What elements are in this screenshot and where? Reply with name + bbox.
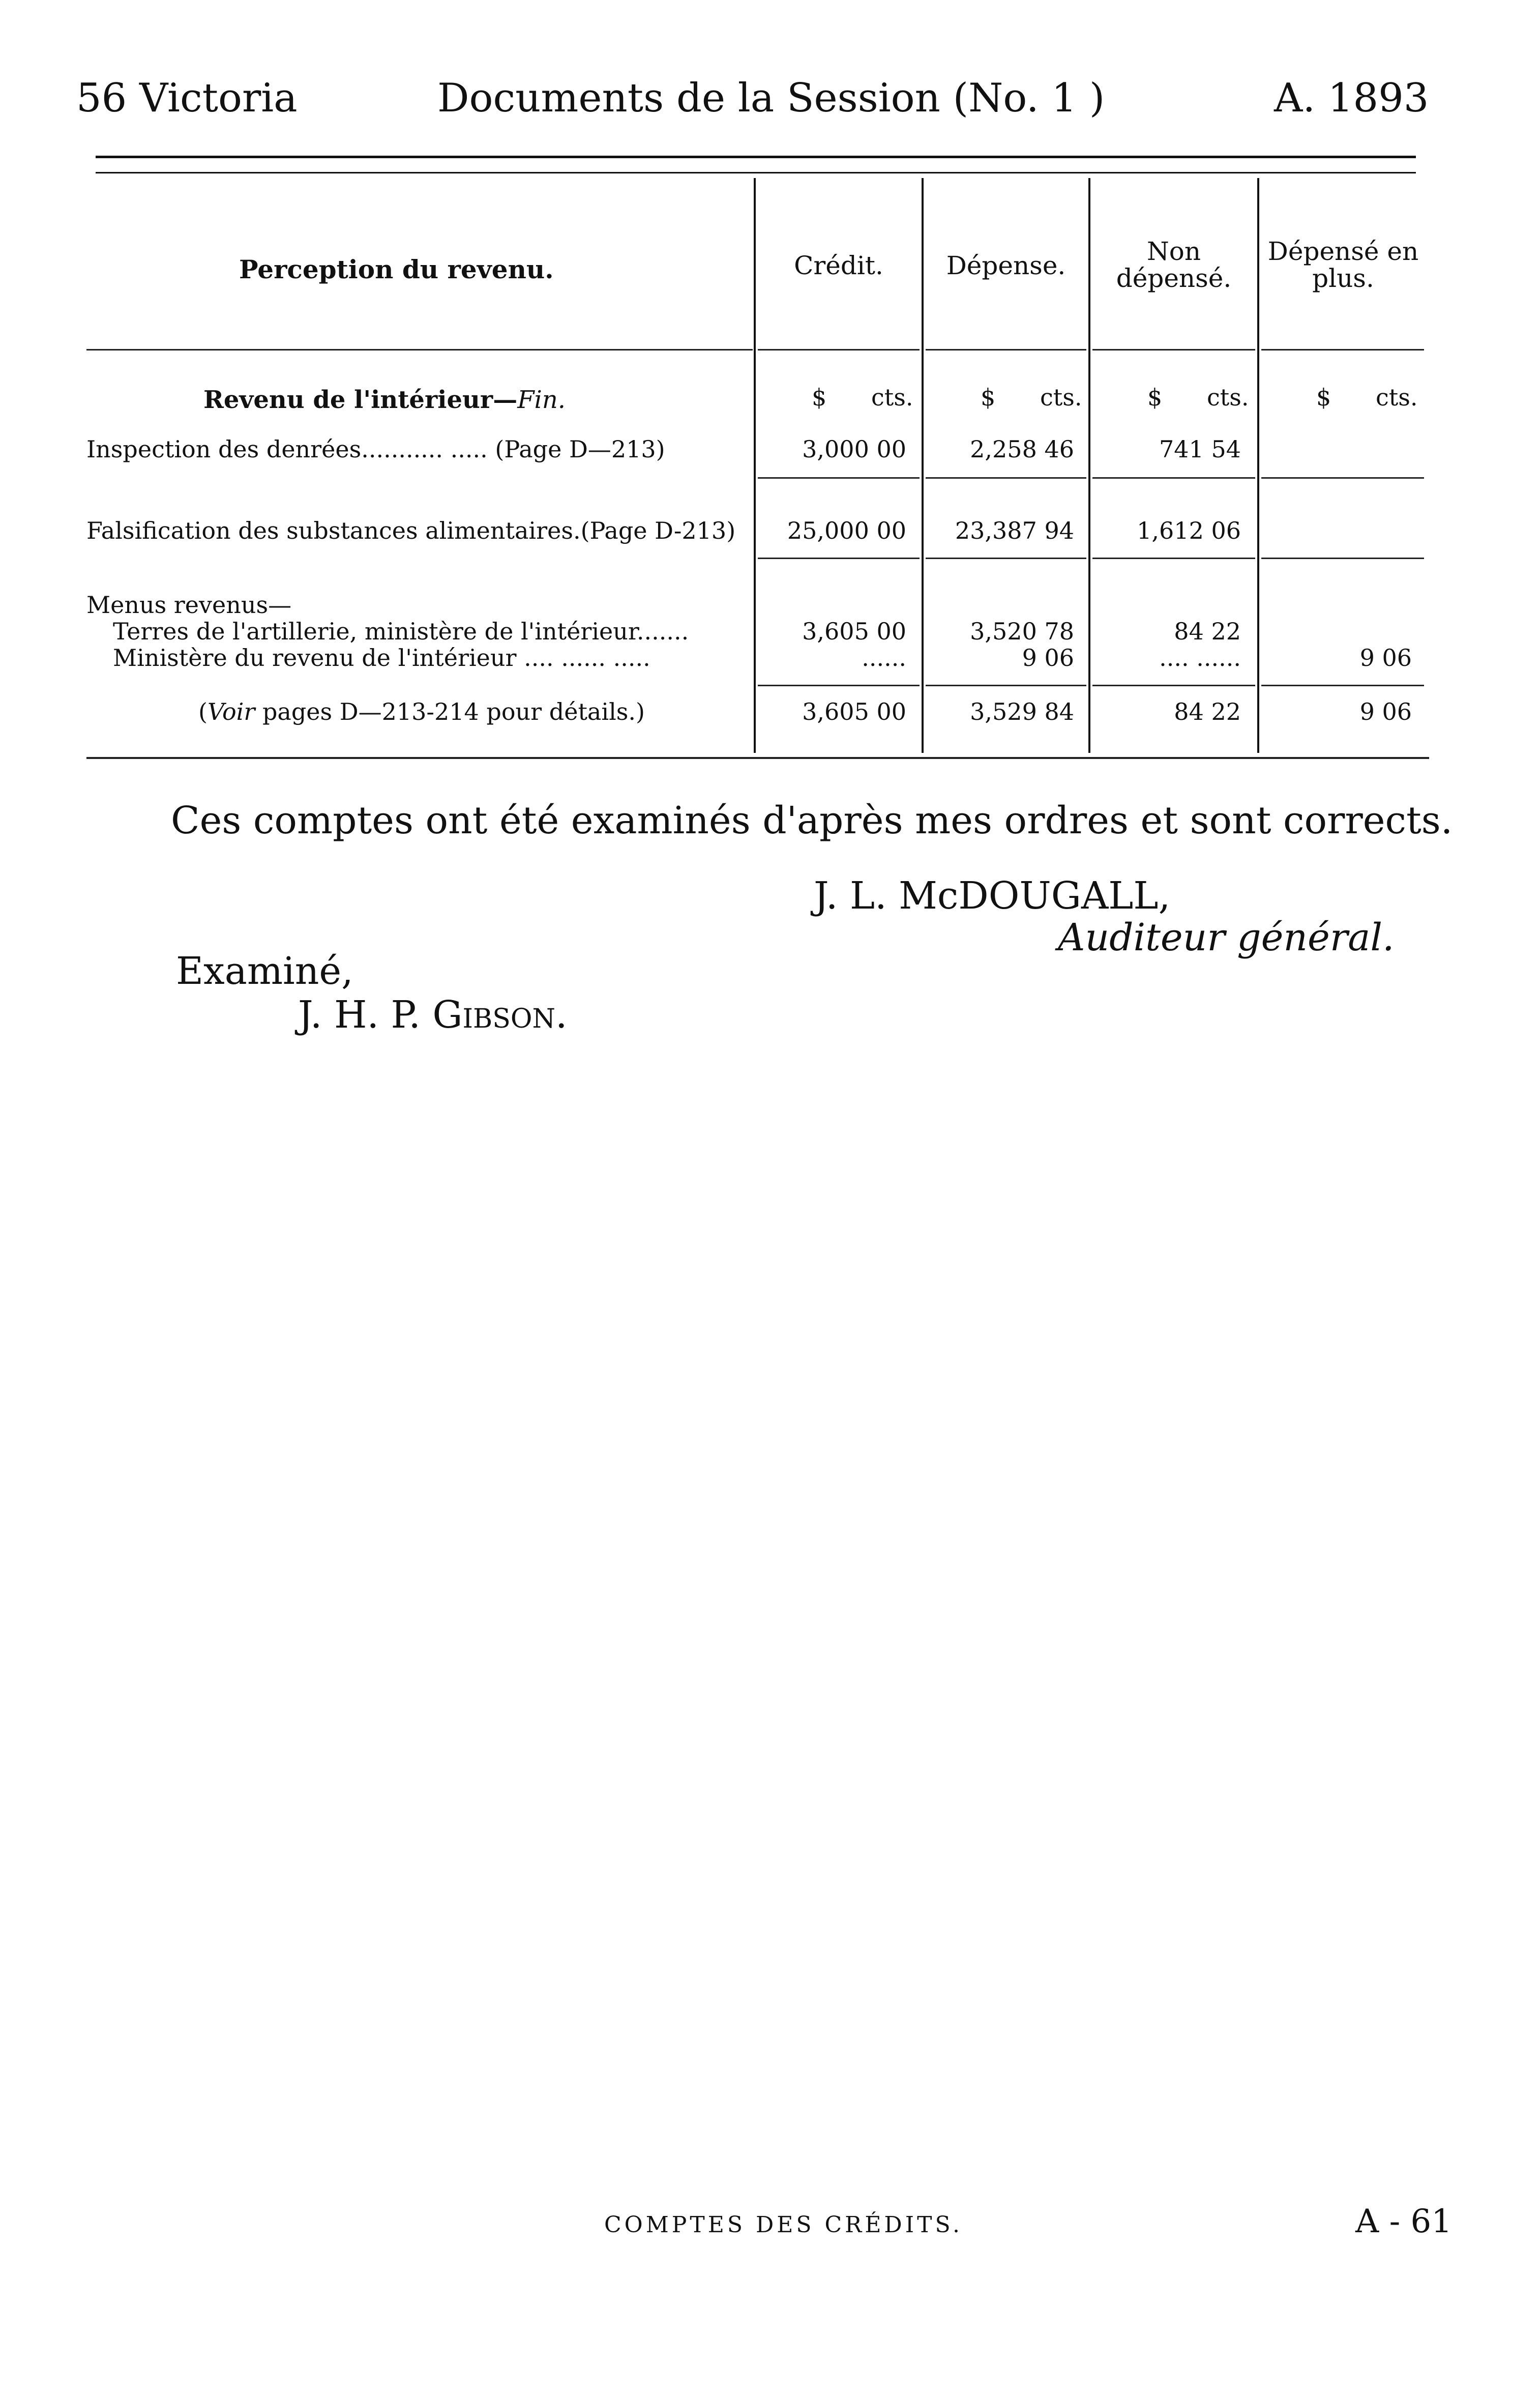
column-header-depense-plus-line2: plus.: [1312, 263, 1374, 293]
header-volume: 56 Victoria: [76, 75, 298, 121]
total-plus: 9 06: [1359, 698, 1412, 725]
row-rule: [1261, 477, 1424, 479]
certification-statement: Ces comptes ont été examinés d'après mes ordres et sont corrects.: [171, 799, 1453, 842]
row-rule: [926, 477, 1086, 479]
menus-item-label: Terres de l'artillerie, ministère de l'intérieur.......: [113, 618, 689, 645]
row-label: Inspection des denrées........... ..... (Page D—213): [86, 435, 665, 463]
unit-label-plus: $ cts.: [1316, 384, 1418, 411]
column-header-depense-plus-line1: Dépensé en: [1267, 237, 1419, 266]
menus-item-non-depense: 84 22: [1174, 618, 1241, 645]
unit-label-depense: $ cts.: [981, 384, 1082, 411]
column-header-credit: Crédit.: [794, 251, 883, 280]
row-credit: 3,000 00: [802, 435, 906, 463]
subtotal-rule: [926, 685, 1086, 686]
total-note-text: pages D—213-214 pour détails.): [255, 698, 645, 725]
menus-item-non-depense: .... ......: [1159, 644, 1241, 672]
row-credit: 25,000 00: [787, 517, 906, 544]
section-title-suffix: Fin.: [517, 386, 566, 414]
section-title: [203, 386, 566, 414]
total-credit: 3,605 00: [802, 698, 906, 725]
subtotal-rule: [1092, 685, 1255, 686]
column-header-non-depense: [1090, 238, 1257, 291]
table-rule: [926, 349, 1086, 351]
row-rule: [1092, 477, 1255, 479]
menus-item-plus: 9 06: [1359, 644, 1412, 672]
column-header-description: Perception du revenu.: [239, 254, 554, 284]
header-rule-bottom: [96, 172, 1416, 173]
total-depense: 3,529 84: [970, 698, 1074, 725]
column-header-depense: Dépense.: [946, 251, 1066, 280]
row-rule: [758, 558, 920, 559]
row-label: Falsification des substances alimentaires.(Page D-213): [86, 517, 736, 544]
table-rule: [1092, 349, 1255, 351]
total-note-open: (: [198, 698, 208, 725]
table-rule: [758, 349, 920, 351]
row-rule: [1092, 558, 1255, 559]
row-non-depense: 741 54: [1159, 435, 1241, 463]
auditor-title: Auditeur général.: [1058, 916, 1395, 959]
row-depense: 23,387 94: [955, 517, 1074, 544]
subtotal-rule: [1261, 685, 1424, 686]
menus-item-depense: 3,520 78: [970, 618, 1074, 645]
table-rule: [86, 349, 753, 351]
table-bottom-rule: [86, 757, 1429, 759]
row-rule: [758, 477, 920, 479]
menus-item-credit: 3,605 00: [802, 618, 906, 645]
header-title: Documents de la Session (No. 1 ): [437, 75, 1105, 121]
row-non-depense: 1,612 06: [1137, 517, 1241, 544]
column-header-non-depense-line2: dépensé.: [1116, 263, 1232, 293]
row-depense: 2,258 46: [970, 435, 1074, 463]
unit-label-non-depense: $ cts.: [1147, 384, 1249, 411]
total-note: [198, 698, 645, 725]
header-rule-top: [96, 156, 1416, 158]
auditor-name: J. L. McDOUGALL,: [814, 874, 1171, 918]
menus-item-depense: 9 06: [1022, 644, 1074, 672]
header-year: A. 1893: [1274, 75, 1429, 121]
total-note-voir: Voir: [207, 698, 255, 725]
menus-item-label: Ministère du revenu de l'intérieur .... ...... .....: [113, 644, 650, 672]
menus-item-credit: ......: [862, 644, 906, 672]
total-non-depense: 84 22: [1174, 698, 1241, 725]
page-number: A - 61: [1355, 2203, 1452, 2240]
column-header-depense-plus: [1259, 238, 1427, 291]
row-rule: [926, 558, 1086, 559]
column-header-non-depense-line1: Non: [1146, 237, 1201, 266]
menus-title: Menus revenus—: [86, 591, 292, 619]
row-rule: [1261, 558, 1424, 559]
table-rule: [1261, 349, 1424, 351]
examiner-name: J. H. P. Gibson.: [298, 993, 568, 1037]
subtotal-rule: [758, 685, 920, 686]
examined-label: Examiné,: [176, 949, 353, 993]
footer-title: COMPTES DES CRÉDITS.: [604, 2212, 963, 2238]
unit-label-credit: $ cts.: [812, 384, 913, 411]
section-title-text: Revenu de l'intérieur—: [203, 386, 518, 414]
